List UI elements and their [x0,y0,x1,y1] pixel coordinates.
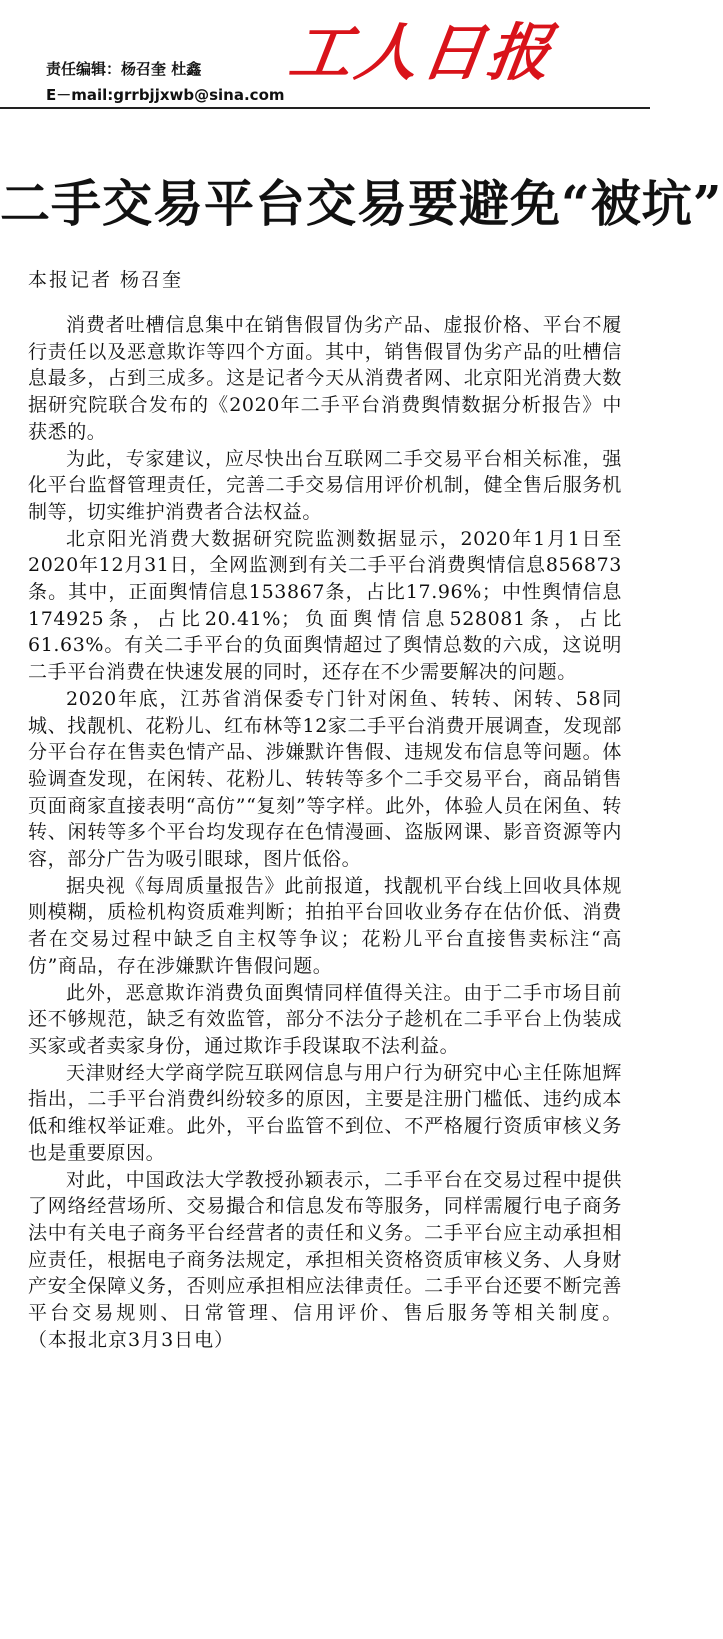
article-body [28,312,622,1353]
paragraph-5: 据央视《每周质量报告》此前报道，找靓机平台线上回收具体规则模糊，质检机构资质难判断；拍拍平台回收业务存在估价低、消费者在交易过程中缺乏自主权等争议；花粉儿平台直接售卖标注“高仿”商品，存在涉嫌默许售假问题。 [28,874,622,977]
editor-info [46,56,285,108]
paragraph-6: 此外，恶意欺诈消费负面舆情同样值得关注。由于二手市场目前还不够规范，缺乏有效监管，部分不法分子趁机在二手平台上伪装成买家或者卖家身份，通过欺诈手段谋取不法利益。 [28,981,622,1057]
headline: 二手交易平台交易要避免“被坑” [0,173,723,233]
editor-line: 责任编辑：杨召奎 杜鑫 [46,60,202,78]
byline: 本报记者 杨召奎 [28,269,184,291]
header-divider [0,107,650,109]
email-line: E－mail:grrbjjxwb@sina.com [46,86,285,104]
paragraph-8-text: 对此，中国政法大学教授孙颖表示，二手平台在交易过程中提供了网络经营场所、交易撮合和信息发布等服务，同样需履行电子商务法中有关电子商务平台经营者的责任和义务。二手平台应主动承担相应责任，根据电子商务法规定，承担相关资格资质审核义务、人身财产安全保障义务，否则应承担相应法律责任。二手平台还要不断完善平台交易规则、日常管理、信用评价、售后服务等相关制度。 [28,1168,622,1325]
dateline: （本报北京3月3日电） [28,1328,235,1351]
paragraph-7: 天津财经大学商学院互联网信息与用户行为研究中心主任陈旭辉指出，二手平台消费纠纷较多的原因，主要是注册门槛低、违约成本低和维权举证难。此外，平台监管不到位、不严格履行资质审核义务也是重要原因。 [28,1061,622,1164]
paragraph-8 [28,1167,622,1354]
paragraph-1: 消费者吐槽信息集中在销售假冒伪劣产品、虚报价格、平台不履行责任以及恶意欺诈等四个方面。其中，销售假冒伪劣产品的吐槽信息最多，占到三成多。这是记者今天从消费者网、北京阳光消费大数据研究院联合发布的《2020年二手平台消费舆情数据分析报告》中获悉的。 [28,314,622,443]
masthead-logo: 工人日报 [284,16,560,89]
paragraph-3: 北京阳光消费大数据研究院监测数据显示，2020年1月1日至2020年12月31日，全网监测到有关二手平台消费舆情信息856873条。其中，正面舆情信息153867条，占比17.96%；中性舆情信息174925条，占比20.41%；负面舆情信息528081条，占比61.63%。有关二手平台的负面舆情超过了舆情总数的六成，这说明二手平台消费在快速发展的同时，还存在不少需要解决的问题。 [28,527,622,684]
page-header [0,0,650,108]
paragraph-2: 为此，专家建议，应尽快出台互联网二手交易平台相关标准，强化平台监督管理责任，完善二手交易信用评价机制，健全售后服务机制等，切实维护消费者合法权益。 [28,447,622,523]
paragraph-4: 2020年底，江苏省消保委专门针对闲鱼、转转、闲转、58同城、找靓机、花粉儿、红布林等12家二手平台消费开展调查，发现部分平台存在售卖色情产品、涉嫌默许售假、违规发布信息等问题。体验调查发现，在闲转、花粉儿、转转等多个二手交易平台，商品销售页面商家直接表明“高仿”“复刻”等字样。此外，体验人员在闲鱼、转转、闲转等多个平台均发现存在色情漫画、盗版网课、影音资源等内容，部分广告为吸引眼球，图片低俗。 [28,687,622,871]
